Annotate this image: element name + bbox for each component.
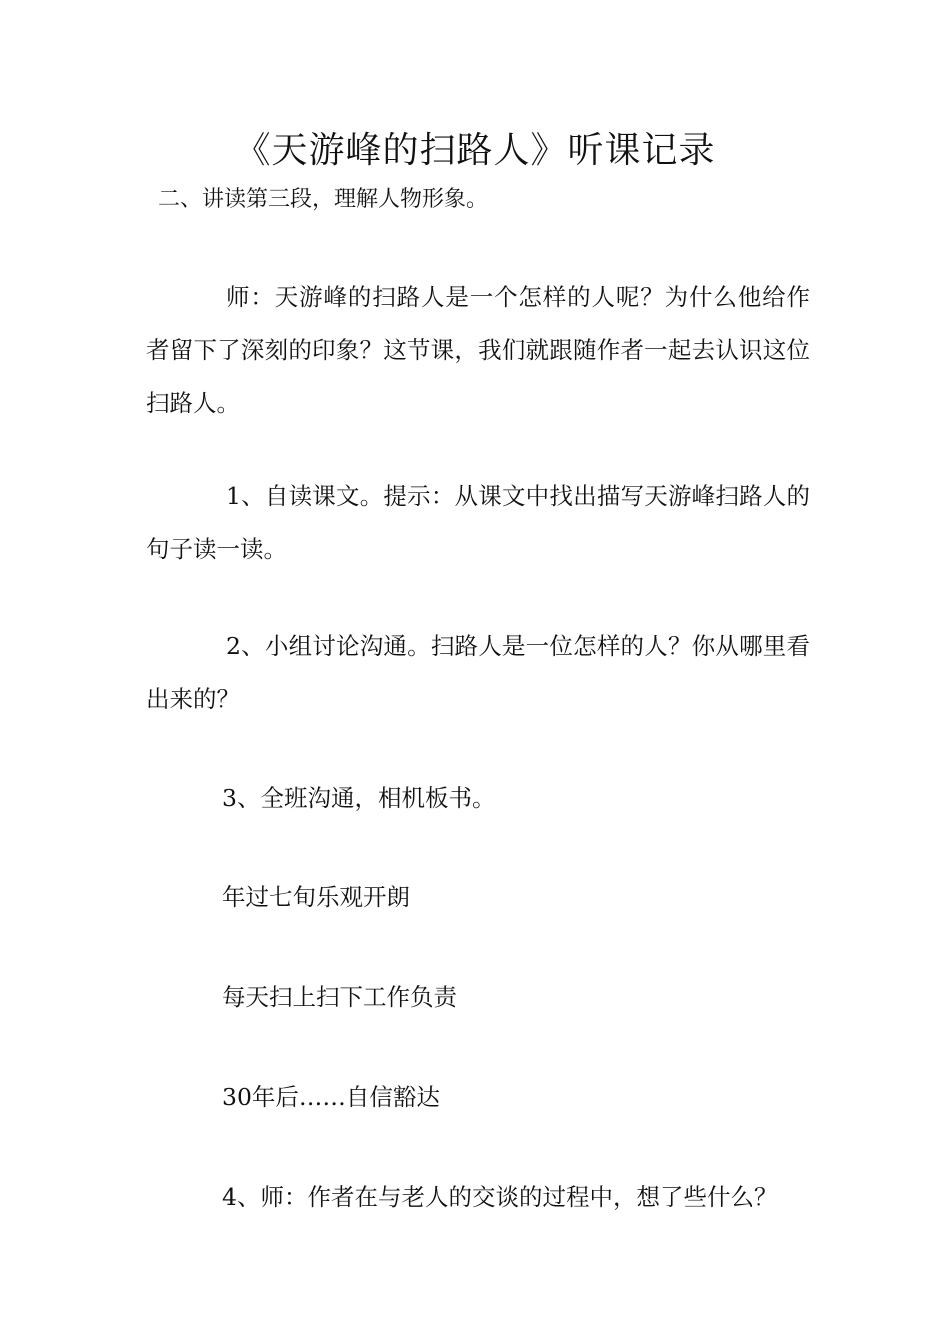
paragraph-step-4: 4、师：作者在与老人的交谈的过程中，想了些什么？ [222, 1183, 778, 1211]
board-note-3: 30年后……自信豁达 [222, 1083, 440, 1111]
board-note-1: 年过七旬乐观开朗 [222, 883, 410, 911]
paragraph-step-2: 2、小组讨论沟通。扫路人是一位怎样的人？你从哪里看出来的？ [146, 632, 810, 713]
section-heading: 二、讲读第三段，理解人物形象。 [158, 187, 489, 212]
paragraph-step-1: 1、自读课文。提示：从课文中找出描写天游峰扫路人的句子读一读。 [146, 482, 810, 563]
board-note-2: 每天扫上扫下工作负责 [222, 983, 457, 1011]
paragraph-teacher-intro: 师：天游峰的扫路人是一个怎样的人呢？为什么他给作者留下了深刻的印象？这节课，我们就跟随作者一起去认识这位扫路人。 [146, 283, 810, 417]
paragraph-step-3: 3、全班沟通，相机板书。 [222, 784, 496, 812]
document-title: 《天游峰的扫路人》听课记录 [234, 130, 716, 171]
